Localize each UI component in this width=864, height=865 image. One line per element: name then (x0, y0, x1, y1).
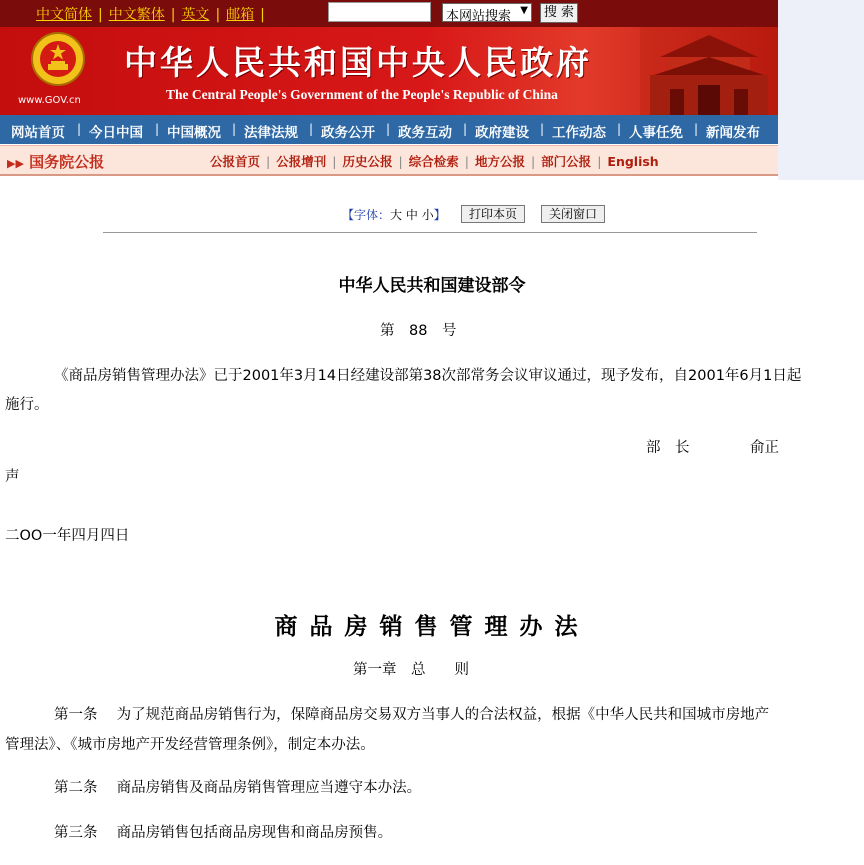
mailbox-link[interactable]: 邮箱 (226, 7, 255, 23)
gazette-link-history[interactable]: 历史公报 (342, 154, 393, 169)
nav-item-gov-building[interactable]: 政府建设 (475, 125, 529, 141)
print-page-button[interactable]: 打印本页 (461, 205, 525, 223)
lang-link-traditional[interactable]: 中文繁体 (108, 7, 165, 23)
font-large-link[interactable]: 大 (390, 208, 403, 222)
gazette-link-department[interactable]: 部门公报 (541, 154, 592, 169)
gazette-link-english[interactable]: English (607, 154, 659, 169)
site-banner (0, 27, 778, 115)
top-bar (0, 0, 778, 27)
order-number: 第 88 号 (380, 323, 457, 339)
article-2: 第二条 商品房销售及商品房销售管理应当遵守本办法。 (54, 780, 422, 796)
search-scope-select[interactable] (442, 3, 532, 22)
double-chevron-right-icon: ▶▶ (7, 157, 24, 170)
gazette-link-local[interactable]: 地方公报 (474, 154, 525, 169)
issue-date: 二OO一年四月四日 (5, 528, 130, 544)
article-1-line-2: 管理法》、《城市房地产开发经营管理条例》，制定本办法。 (5, 737, 375, 753)
nav-item-interaction[interactable]: 政务互动 (398, 125, 452, 141)
nav-item-china-overview[interactable]: 中国概况 (167, 125, 221, 141)
order-title: 中华人民共和国建设部令 (338, 276, 526, 296)
tiananmen-gate-icon (640, 27, 778, 115)
search-button[interactable]: 搜 索 (540, 3, 578, 23)
page-background-panel (778, 0, 864, 180)
chapter-heading: 第一章 总 则 (353, 662, 469, 678)
close-window-button[interactable]: 关闭窗口 (541, 205, 605, 223)
gazette-links: 公报首页 | 公报增刊 | 历史公报 | 综合检索 | 地方公报 | 部门公报 | English (210, 154, 659, 169)
lang-link-english[interactable]: 英文 (181, 7, 210, 23)
main-nav: 网站首页 | 今日中国 | 中国概况 | 法律法规 | 政务公开 | 政务互动 | 政府建设 | 工作动态 | 人事任免 | 新闻发布 (0, 115, 778, 144)
minister-name: 俞正 (750, 440, 779, 456)
nav-item-laws[interactable]: 法律法规 (244, 125, 298, 141)
divider (103, 232, 757, 233)
gazette-link-search[interactable]: 综合检索 (408, 154, 459, 169)
gazette-link-home[interactable]: 公报首页 (210, 154, 261, 169)
gazette-link-supplement[interactable]: 公报增刊 (276, 154, 327, 169)
national-emblem-icon (30, 31, 86, 87)
font-small-link[interactable]: 小 (421, 208, 434, 222)
nav-item-home[interactable]: 网站首页 (11, 125, 65, 141)
chevron-down-icon: ▼ (520, 5, 528, 16)
minister-name-continued: 声 (5, 469, 20, 485)
nav-item-press[interactable]: 新闻发布 (706, 125, 760, 141)
search-input[interactable] (328, 2, 431, 22)
nav-item-work-updates[interactable]: 工作动态 (552, 125, 606, 141)
intro-paragraph-line-1: 《商品房销售管理办法》已于2001年3月14日经建设部第38次部常务会议审议通过，现予发布，自2001年6月1日起 (54, 368, 802, 384)
gazette-subnav (0, 145, 778, 176)
site-title-cn: 中华人民共和国中央人民政府 (124, 43, 592, 82)
font-size-controls: 【字体：大 中 小】 (342, 208, 446, 222)
gazette-title: ▶▶ 国务院公报 (7, 153, 105, 171)
lang-link-simplified[interactable]: 中文简体 (36, 7, 92, 23)
article-1-line-1: 第一条 为了规范商品房销售行为，保障商品房交易双方当事人的合法权益，根据《中华人民共和国城市房地产 (54, 707, 770, 723)
intro-paragraph-line-2: 施行。 (5, 397, 49, 413)
law-title: 商品房销售管理办法 (274, 614, 590, 640)
search-scope-value: 本网站搜索 (446, 9, 512, 24)
font-medium-link[interactable]: 中 (405, 208, 418, 222)
site-title-en: The Central People's Government of the People's Republic of China (166, 87, 558, 102)
language-links: 中文简体 | 中文繁体 | 英文 | 邮箱 | (30, 4, 265, 24)
nav-item-appointments[interactable]: 人事任免 (629, 125, 683, 141)
article-3: 第三条 商品房销售包括商品房现售和商品房预售。 (54, 825, 393, 841)
site-url: www.GOV.cn (18, 95, 81, 106)
minister-title: 部 长 (646, 440, 690, 456)
nav-item-today-china[interactable]: 今日中国 (89, 125, 143, 141)
nav-item-gov-affairs[interactable]: 政务公开 (321, 125, 375, 141)
